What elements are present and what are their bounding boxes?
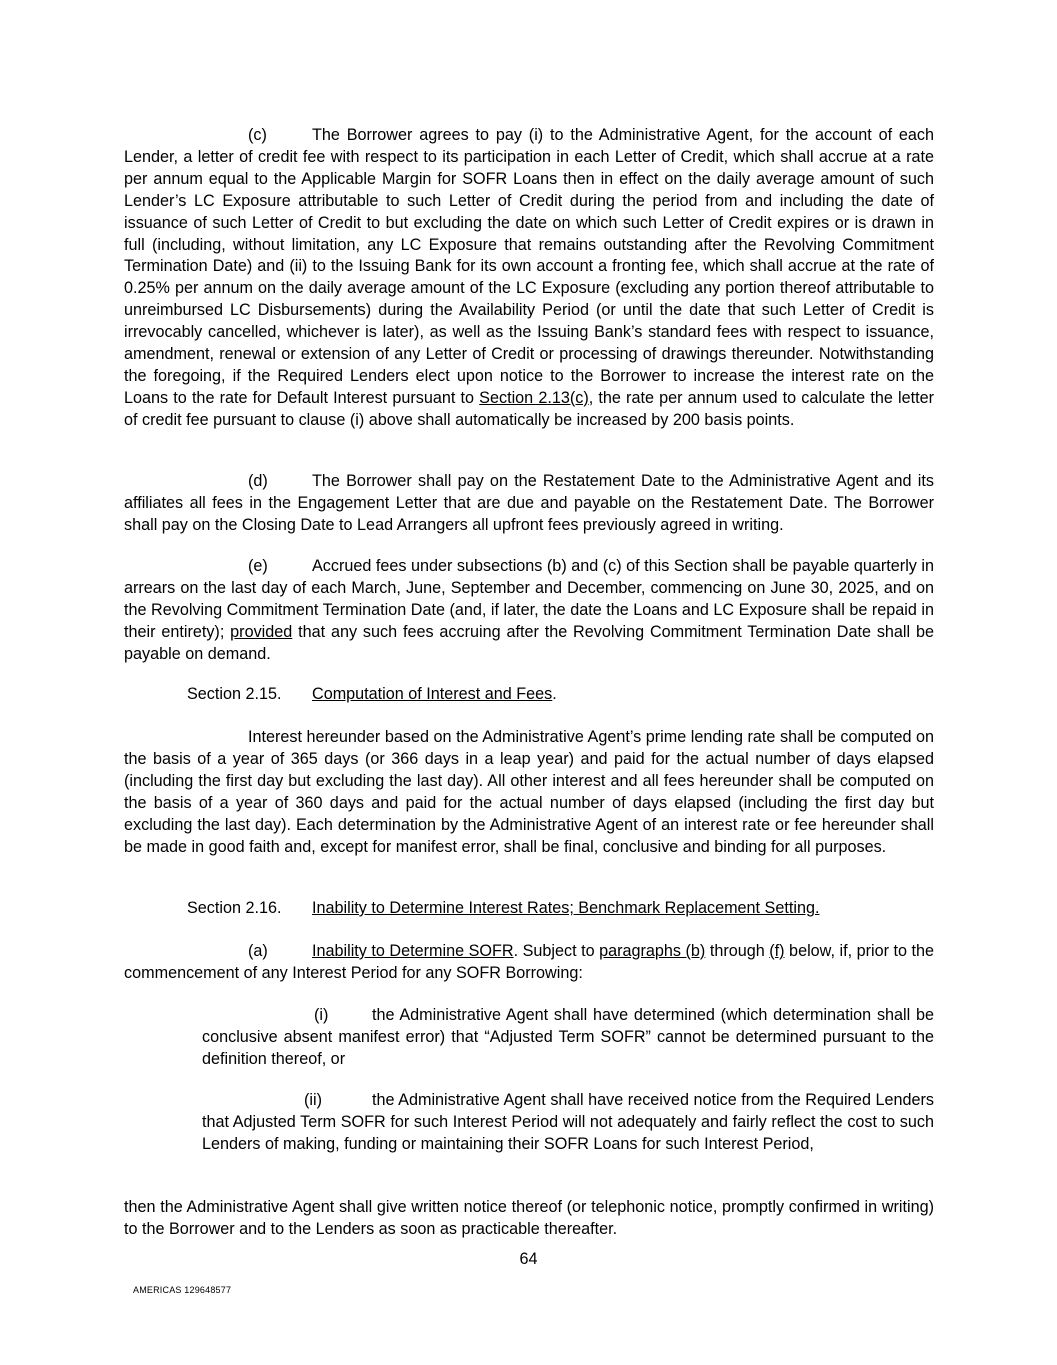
paragraph-e-tail: that any such fees accruing after the Revolving Commitment Termination Date shall be payable on demand. [124,622,934,663]
paragraph-d-text: The Borrower shall pay on the Restatement Date to the Administrative Agent and its affiliates all fees in the Engagement Letter that are due and payable on the Restatement Date. The Borrower shall pay on the Closing Date to Lead Arrangers all upfront fees previously agreed in writing. [124,472,934,534]
paragraph-2-15 [124,727,934,858]
paragraph-a [124,941,934,985]
document-id: AMERICAS 129648577 [133,1285,232,1295]
paragraph-a-heading: Inability to Determine SOFR [312,942,514,960]
section-2-16-number: Section 2.16. [187,899,282,917]
subclause-ii-label: (ii) [304,1091,322,1109]
subclause-ii [202,1090,934,1156]
paragraph-c-tail: , the rate per annum used to calculate the letter of credit fee pursuant to clause (i) above shall automatically be increased by 200 basis points. [124,388,934,429]
paragraph-a-label: (a) [248,942,268,960]
paragraph-e [124,556,934,666]
paragraph-f-reference: (f) [769,942,785,960]
paragraph-e-label: (e) [248,557,268,575]
paragraph-2-15-text: Interest hereunder based on the Administrative Agent’s prime lending rate shall be computed on the basis of a year of 365 days (or 366 days in a leap year) and paid for the actual number of days elapsed (including the first day but excluding the last day). All other interest and all fees hereunder shall be computed on the basis of a year of 360 days and paid for the actual number of days elapsed (including the first day but excluding the last day). Each determination by the Administrative Agent of an interest rate or fee hereunder shall be made in good faith and, except for manifest error, shall be final, conclusive and binding for all purposes. [124,728,934,856]
subclause-ii-text: the Administrative Agent shall have received notice from the Required Lenders that Adjusted Term SOFR for such Interest Period will not adequately and fairly reflect the cost to such Lenders of making, funding or maintaining their SOFR Loans for such Interest Period, [202,1091,934,1153]
section-2-15-period: . [552,685,557,703]
paragraph-d-label: (d) [248,472,268,490]
paragraph-c [124,125,934,432]
provided-term: provided [230,622,293,641]
paragraph-then [124,1197,934,1241]
subclause-i-label: (i) [314,1006,329,1024]
paragraph-c-label: (c) [248,126,267,144]
paragraph-e-text: Accrued fees under subsections (b) and (c) of this Section shall be payable quarterly in arrears on the last day of each March, June, September and December, commencing on June 30, 2025, and on the Revolving Commitment Termination Date (and, if later, the date the Loans and LC Exposure shall be repaid in their entirety); [124,557,934,641]
paragraph-then-text: then the Administrative Agent shall give written notice thereof (or telephonic notice, promptly confirmed in writing) to the Borrower and to the Lenders as soon as practicable thereafter. [124,1198,934,1238]
subclause-i [202,1005,934,1071]
paragraph-a-text-1: . Subject to [513,942,600,960]
section-2-16-title: Inability to Determine Interest Rates; Benchmark Replacement Setting. [312,899,820,917]
section-2-15-heading [187,684,557,706]
section-2-15-title: Computation of Interest and Fees [312,685,553,703]
paragraph-a-text-3: below, if, prior to the commencement of any Interest Period for any SOFR Borrowing: [124,942,934,982]
section-2-16-heading [187,898,819,920]
paragraph-a-text-2: through [705,942,770,960]
section-2-13c-reference: Section 2.13(c) [479,388,589,407]
paragraph-c-text: The Borrower agrees to pay (i) to the Administrative Agent, for the account of each Lender, a letter of credit fee with respect to its participation in each Letter of Credit, which shall accrue at a rate per annum equal to the Applicable Margin for SOFR Loans then in effect on the daily average amount of such Lender’s LC Exposure attributable to such Letter of Credit during the period from and including the date of issuance of such Letter of Credit to but excluding the date on which such Letter of Credit expires or is drawn in full (including, without limitation, any LC Exposure that remains outstanding after the Revolving Commitment Termination Date) and (ii) to the Issuing Bank for its own account a fronting fee, which shall accrue at the rate of 0.25% per annum on the daily average amount of the LC Exposure (excluding any portion thereof attributable to unreimbursed LC Disbursements) during the Availability Period (or until the date that such Letter of Credit is irrevocably cancelled, whichever is later), as well as the Issuing Bank’s standard fees with respect to issuance, amendment, renewal or extension of any Letter of Credit or processing of drawings thereunder. Notwithstanding the foregoing, if the Required Lenders elect upon notice to the Borrower to increase the interest rate on the Loans to the rate for Default Interest pursuant to [124,126,934,407]
subclause-i-text: the Administrative Agent shall have determined (which determination shall be conclusive absent manifest error) that “Adjusted Term SOFR” cannot be determined pursuant to the definition thereof, or [202,1006,934,1068]
paragraphs-b-reference: paragraphs (b) [599,942,706,960]
paragraph-d [124,471,934,537]
section-2-15-number: Section 2.15. [187,685,282,703]
page-number: 64 [519,1250,538,1268]
